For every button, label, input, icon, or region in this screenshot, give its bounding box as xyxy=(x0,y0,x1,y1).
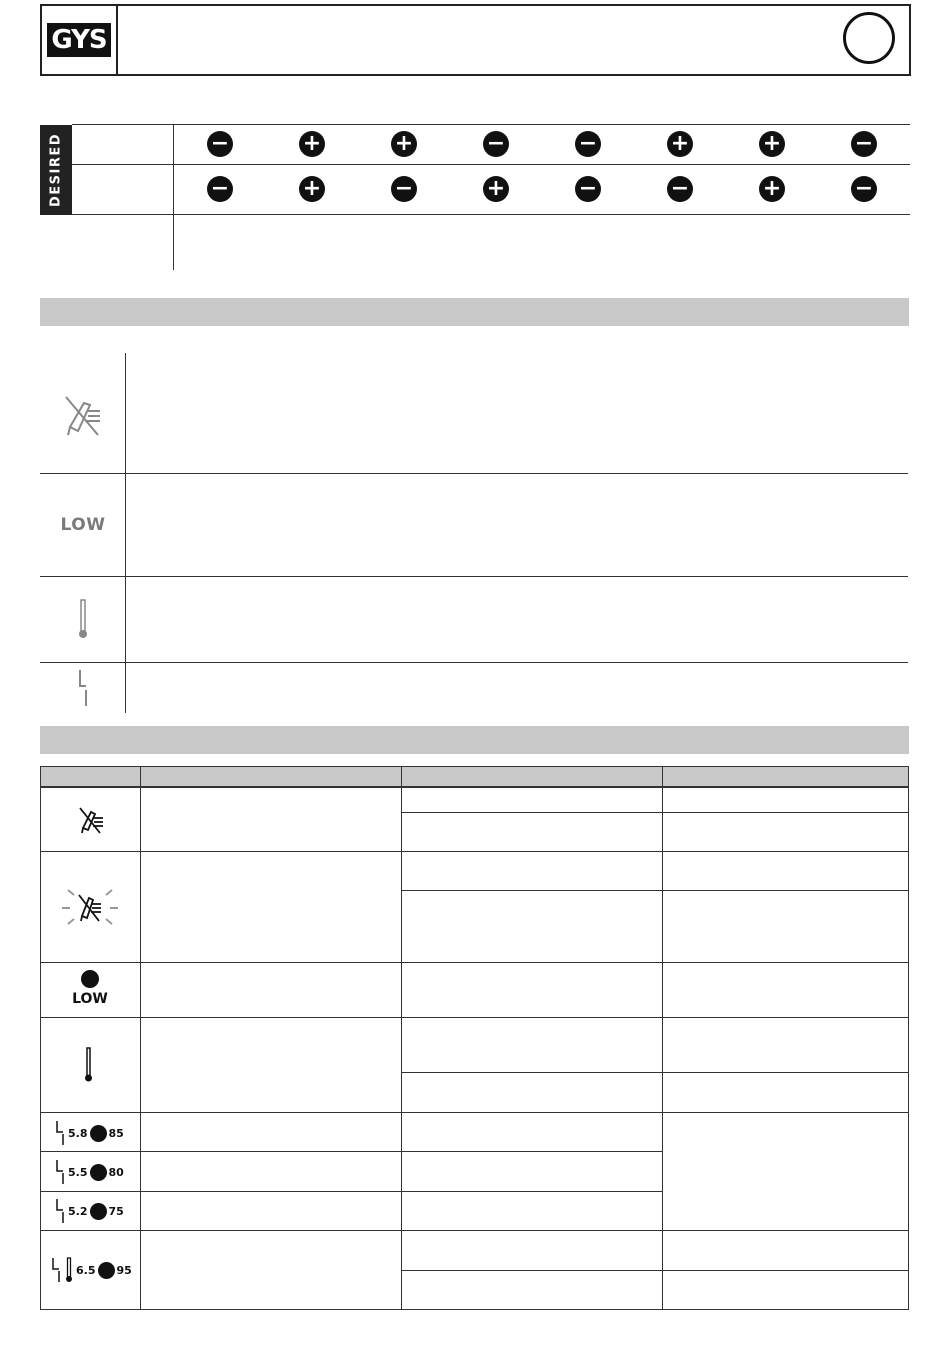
header-divider-1 xyxy=(140,766,141,787)
voltage-value: 5.8 xyxy=(68,1126,88,1140)
thermometer-icon xyxy=(83,1044,95,1089)
percent-value: 95 xyxy=(116,1263,132,1277)
voltage-step-icon xyxy=(54,1198,66,1224)
minus-polarity-icon: − xyxy=(851,176,877,202)
blinking-no-electrode-icon xyxy=(58,884,122,933)
table-row xyxy=(40,1230,909,1231)
table-row xyxy=(40,851,909,852)
low-indicator xyxy=(40,505,126,545)
plus-polarity-icon: + xyxy=(483,176,509,202)
plus-polarity-icon: + xyxy=(759,176,785,202)
table-subrow xyxy=(401,1072,909,1073)
polarity-divider xyxy=(173,124,174,270)
section-bar-indicators xyxy=(40,298,909,326)
minus-polarity-icon: − xyxy=(483,131,509,157)
table-subrow xyxy=(401,890,909,891)
minus-polarity-icon: − xyxy=(575,131,601,157)
section-bar-troubleshooting xyxy=(40,726,909,754)
minus-polarity-icon: − xyxy=(851,131,877,157)
language-circle-icon xyxy=(843,12,895,64)
dot-icon xyxy=(90,1125,107,1142)
thermometer-icon xyxy=(64,1256,74,1284)
polarity-top-line xyxy=(72,124,910,125)
desired-label: DESIRED xyxy=(48,132,64,208)
table-row xyxy=(40,1112,909,1113)
voltage-value: 5.5 xyxy=(68,1165,88,1179)
plus-polarity-icon: + xyxy=(299,176,325,202)
polarity-mid-line xyxy=(72,164,910,165)
desired-tab xyxy=(40,125,72,215)
table-row xyxy=(40,1151,662,1152)
voltage-step-icon xyxy=(40,668,126,708)
plus-polarity-icon: + xyxy=(667,131,693,157)
voltage-5-5-indicator xyxy=(54,1159,124,1185)
table-col-line-3 xyxy=(662,787,663,1310)
polarity-bottom-line xyxy=(72,214,910,215)
minus-polarity-icon: − xyxy=(207,131,233,157)
indicator-sep-3 xyxy=(40,662,908,663)
minus-polarity-icon: − xyxy=(207,176,233,202)
table-header xyxy=(40,766,909,787)
voltage-step-icon xyxy=(54,1159,66,1185)
plus-polarity-icon: + xyxy=(299,131,325,157)
voltage-step-icon xyxy=(54,1120,66,1146)
voltage-5-8-indicator xyxy=(54,1120,124,1146)
thermometer-icon xyxy=(40,596,126,642)
indicator-sep-2 xyxy=(40,576,908,577)
minus-polarity-icon: − xyxy=(391,176,417,202)
table-row xyxy=(40,962,909,963)
plus-polarity-icon: + xyxy=(759,131,785,157)
low-label: LOW xyxy=(60,515,106,535)
voltage-5-2-indicator xyxy=(54,1198,124,1224)
table-subrow xyxy=(401,1270,909,1271)
minus-polarity-icon: − xyxy=(575,176,601,202)
indicator-sep-1 xyxy=(40,473,908,474)
troubleshooting-table xyxy=(40,787,909,1310)
header-divider-3 xyxy=(662,766,663,787)
gys-logo-icon: GYS xyxy=(47,23,110,57)
table-subrow xyxy=(401,812,909,813)
voltage-value: 6.5 xyxy=(76,1263,96,1277)
gys-logo xyxy=(42,6,118,74)
percent-value: 85 xyxy=(108,1126,124,1140)
no-electrode-icon xyxy=(40,380,126,450)
table-row xyxy=(40,1017,909,1018)
voltage-step-icon xyxy=(50,1257,62,1283)
header-divider-2 xyxy=(401,766,402,787)
table-row xyxy=(40,1191,662,1192)
minus-polarity-icon: − xyxy=(667,176,693,202)
dot-icon xyxy=(90,1203,107,1220)
voltage-value: 5.2 xyxy=(68,1204,88,1218)
table-col-line-1 xyxy=(140,787,141,1310)
percent-value: 80 xyxy=(108,1165,124,1179)
low-label: LOW xyxy=(72,991,108,1007)
plus-polarity-icon: + xyxy=(391,131,417,157)
dot-icon xyxy=(81,970,99,988)
dot-icon xyxy=(98,1262,115,1279)
no-electrode-icon xyxy=(76,804,106,841)
table-col-line-2 xyxy=(401,787,402,1310)
percent-value: 75 xyxy=(108,1204,124,1218)
page-header xyxy=(40,4,911,76)
voltage-6-5-indicator xyxy=(50,1256,132,1284)
low-table-indicator xyxy=(40,970,140,1008)
dot-icon xyxy=(90,1164,107,1181)
